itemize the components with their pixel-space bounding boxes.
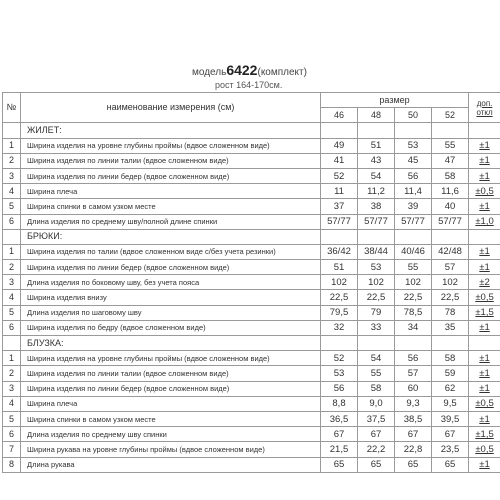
measurement-value: 36,5 — [321, 411, 358, 426]
model-prefix: модель — [192, 67, 227, 78]
measurement-value: 39,5 — [432, 411, 469, 426]
measurement-name: Ширина изделия внизу — [21, 290, 321, 305]
measurement-value: 59 — [432, 366, 469, 381]
measurement-value: 22,2 — [358, 442, 395, 457]
section-empty-cell — [469, 229, 500, 244]
measurement-name: Ширина плеча — [21, 184, 321, 199]
model-number: 6422 — [226, 62, 258, 78]
row-number: 6 — [3, 427, 21, 442]
tolerance-value: ±1,0 — [469, 214, 500, 229]
section-title: БРЮКИ: — [21, 229, 321, 244]
section-empty-cell — [395, 229, 432, 244]
col-header-name: наименование измерения (см) — [21, 93, 321, 123]
tolerance-value: ±1 — [469, 138, 500, 153]
measurement-value: 53 — [395, 138, 432, 153]
measurement-value: 57/77 — [321, 214, 358, 229]
section-empty-cell — [432, 123, 469, 138]
measurement-value: 54 — [358, 168, 395, 183]
measurement-value: 57/77 — [395, 214, 432, 229]
measurement-value: 41 — [321, 153, 358, 168]
tolerance-value: ±1,5 — [469, 427, 500, 442]
measurement-value: 78 — [432, 305, 469, 320]
row-number: 2 — [3, 260, 21, 275]
measurement-value: 51 — [321, 260, 358, 275]
measurement-name: Длина изделия по среднему шву/полной длине спинки — [21, 214, 321, 229]
measurement-value: 57 — [395, 366, 432, 381]
measurement-value: 11,2 — [358, 184, 395, 199]
section-empty-cell — [321, 336, 358, 351]
measurement-name: Ширина изделия по линии бедер (вдвое сложенном виде) — [21, 260, 321, 275]
row-number: 3 — [3, 275, 21, 290]
row-number: 6 — [3, 214, 21, 229]
measurement-value: 55 — [432, 138, 469, 153]
measurement-value: 49 — [321, 138, 358, 153]
col-header-tolerance — [469, 93, 500, 123]
measurement-value: 55 — [395, 260, 432, 275]
section-row — [3, 229, 500, 244]
measurement-value: 57 — [432, 260, 469, 275]
table-row — [3, 411, 500, 426]
measurement-name: Ширина спинки в самом узком месте — [21, 199, 321, 214]
measurement-value: 37 — [321, 199, 358, 214]
measurement-name: Ширина рукава на уровне глубины проймы (вдвое сложенном виде) — [21, 442, 321, 457]
tolerance-value: ±2 — [469, 275, 500, 290]
measurement-value: 9,0 — [358, 396, 395, 411]
section-empty-cell — [321, 229, 358, 244]
section-no-cell — [3, 123, 21, 138]
measurement-value: 60 — [395, 381, 432, 396]
table-row — [3, 381, 500, 396]
table-row — [3, 153, 500, 168]
measurement-value: 79 — [358, 305, 395, 320]
measurement-value: 22,5 — [358, 290, 395, 305]
measurement-value: 65 — [432, 457, 469, 472]
measurement-value: 11,4 — [395, 184, 432, 199]
measurement-value: 34 — [395, 320, 432, 335]
measurement-value: 22,5 — [432, 290, 469, 305]
row-number: 5 — [3, 199, 21, 214]
measurement-name: Ширина изделия по линии бедер (вдвое сложенном виде) — [21, 381, 321, 396]
measurement-value: 57/77 — [432, 214, 469, 229]
measurement-value: 40 — [432, 199, 469, 214]
measurement-value: 65 — [358, 457, 395, 472]
tolerance-value: ±1 — [469, 260, 500, 275]
measurement-value: 78,5 — [395, 305, 432, 320]
measurement-value: 40/46 — [395, 244, 432, 259]
measurement-value: 67 — [432, 427, 469, 442]
measurement-name: Ширина плеча — [21, 396, 321, 411]
measurement-value: 36/42 — [321, 244, 358, 259]
measurement-value: 58 — [432, 168, 469, 183]
table-row — [3, 457, 500, 472]
measurement-name: Длина рукава — [21, 457, 321, 472]
measurement-value: 102 — [358, 275, 395, 290]
row-number: 8 — [3, 457, 21, 472]
measurement-value: 56 — [321, 381, 358, 396]
measurement-value: 11 — [321, 184, 358, 199]
row-number: 2 — [3, 153, 21, 168]
size-header: 48 — [358, 108, 395, 123]
model-suffix: (комплект) — [257, 67, 307, 78]
table-row — [3, 275, 500, 290]
size-chart-table — [2, 92, 500, 473]
measurement-value: 52 — [321, 351, 358, 366]
measurement-value: 47 — [432, 153, 469, 168]
section-no-cell — [3, 336, 21, 351]
measurement-value: 37,5 — [358, 411, 395, 426]
tolerance-value: ±1,5 — [469, 305, 500, 320]
tolerance-value: ±1 — [469, 244, 500, 259]
table-row — [3, 396, 500, 411]
table-row — [3, 305, 500, 320]
measurement-value: 102 — [432, 275, 469, 290]
table-row — [3, 138, 500, 153]
measurement-value: 11,6 — [432, 184, 469, 199]
measurement-value: 67 — [358, 427, 395, 442]
measurement-name: Длина изделия по среднему шву спинки — [21, 427, 321, 442]
tolerance-value: ±0,5 — [469, 184, 500, 199]
tolerance-value: ±0,5 — [469, 396, 500, 411]
measurement-name: Ширина изделия по талии (вдвое сложенном виде с/без учета резинки) — [21, 244, 321, 259]
measurement-value: 39 — [395, 199, 432, 214]
table-body — [3, 123, 500, 472]
measurement-name: Ширина изделия на уровне глубины проймы (вдвое сложенном виде) — [21, 138, 321, 153]
tolerance-value: ±1 — [469, 351, 500, 366]
tolerance-line1: доп. — [476, 98, 493, 108]
row-number: 3 — [3, 381, 21, 396]
row-number: 4 — [3, 290, 21, 305]
measurement-value: 22,8 — [395, 442, 432, 457]
table-row — [3, 244, 500, 259]
measurement-value: 65 — [395, 457, 432, 472]
row-number: 7 — [3, 442, 21, 457]
tolerance-value: ±1 — [469, 199, 500, 214]
measurement-value: 38/44 — [358, 244, 395, 259]
section-row — [3, 336, 500, 351]
table-row — [3, 214, 500, 229]
section-empty-cell — [469, 336, 500, 351]
tolerance-value: ±0,5 — [469, 290, 500, 305]
tolerance-value: ±1 — [469, 411, 500, 426]
size-header: 52 — [432, 108, 469, 123]
measurement-value: 35 — [432, 320, 469, 335]
table-row — [3, 168, 500, 183]
measurement-value: 38 — [358, 199, 395, 214]
measurement-value: 9,3 — [395, 396, 432, 411]
measurement-value: 53 — [358, 260, 395, 275]
size-header: 46 — [321, 108, 358, 123]
measurement-name: Ширина изделия по бедру (вдвое сложенном виде) — [21, 320, 321, 335]
row-number: 1 — [3, 351, 21, 366]
measurement-value: 22,5 — [395, 290, 432, 305]
measurement-value: 102 — [395, 275, 432, 290]
col-header-size: размер — [321, 93, 469, 108]
table-header-row — [3, 93, 500, 108]
section-empty-cell — [432, 336, 469, 351]
section-empty-cell — [469, 123, 500, 138]
measurement-value: 32 — [321, 320, 358, 335]
measurement-name: Ширина изделия по линии талии (вдвое сложенном виде) — [21, 153, 321, 168]
tolerance-value: ±1 — [469, 168, 500, 183]
measurement-value: 8,8 — [321, 396, 358, 411]
measurement-value: 54 — [358, 351, 395, 366]
table-row — [3, 320, 500, 335]
measurement-value: 45 — [395, 153, 432, 168]
measurement-value: 53 — [321, 366, 358, 381]
measurement-name: Ширина спинки в самом узком месте — [21, 411, 321, 426]
model-title — [192, 62, 307, 78]
measurement-name: Длина изделия по шаговому шву — [21, 305, 321, 320]
section-empty-cell — [432, 229, 469, 244]
section-empty-cell — [395, 336, 432, 351]
measurement-value: 52 — [321, 168, 358, 183]
section-row — [3, 123, 500, 138]
measurement-value: 57/77 — [358, 214, 395, 229]
tolerance-value: ±1 — [469, 381, 500, 396]
table-row — [3, 290, 500, 305]
tolerance-value: ±1 — [469, 153, 500, 168]
table-row — [3, 442, 500, 457]
row-number: 2 — [3, 366, 21, 381]
measurement-name: Длина изделия по боковому шву, без учета пояса — [21, 275, 321, 290]
tolerance-value: ±0,5 — [469, 442, 500, 457]
table-row — [3, 351, 500, 366]
measurement-name: Ширина изделия по линии бедер (вдвое сложенном виде) — [21, 168, 321, 183]
measurement-value: 9,5 — [432, 396, 469, 411]
measurement-value: 21,5 — [321, 442, 358, 457]
section-title: ЖИЛЕТ: — [21, 123, 321, 138]
section-no-cell — [3, 229, 21, 244]
measurement-value: 62 — [432, 381, 469, 396]
tolerance-value: ±1 — [469, 366, 500, 381]
table-row — [3, 366, 500, 381]
section-empty-cell — [395, 123, 432, 138]
measurement-value: 55 — [358, 366, 395, 381]
col-header-no: № — [3, 93, 21, 123]
height-range: рост 164-170см. — [215, 80, 283, 90]
measurement-value: 43 — [358, 153, 395, 168]
section-empty-cell — [321, 123, 358, 138]
section-empty-cell — [358, 123, 395, 138]
tolerance-line2: откл — [476, 107, 493, 117]
measurement-value: 23,5 — [432, 442, 469, 457]
measurement-value: 56 — [395, 168, 432, 183]
section-title: БЛУЗКА: — [21, 336, 321, 351]
row-number: 3 — [3, 168, 21, 183]
measurement-value: 38,5 — [395, 411, 432, 426]
tolerance-value: ±1 — [469, 457, 500, 472]
section-empty-cell — [358, 229, 395, 244]
measurement-name: Ширина изделия на уровне глубины проймы (вдвое сложенном виде) — [21, 351, 321, 366]
table-row — [3, 199, 500, 214]
measurement-value: 58 — [358, 381, 395, 396]
measurement-value: 67 — [321, 427, 358, 442]
measurement-value: 67 — [395, 427, 432, 442]
row-number: 6 — [3, 320, 21, 335]
table-row — [3, 260, 500, 275]
measurement-value: 65 — [321, 457, 358, 472]
table-row — [3, 184, 500, 199]
measurement-value: 56 — [395, 351, 432, 366]
row-number: 4 — [3, 184, 21, 199]
measurement-value: 58 — [432, 351, 469, 366]
row-number: 4 — [3, 396, 21, 411]
row-number: 5 — [3, 305, 21, 320]
measurement-name: Ширина изделия по линии талии (вдвое сложенном виде) — [21, 366, 321, 381]
page-header — [0, 0, 500, 92]
measurement-value: 33 — [358, 320, 395, 335]
measurement-value: 79,5 — [321, 305, 358, 320]
measurement-value: 102 — [321, 275, 358, 290]
table-row — [3, 427, 500, 442]
row-number: 1 — [3, 244, 21, 259]
measurement-value: 22,5 — [321, 290, 358, 305]
section-empty-cell — [358, 336, 395, 351]
measurement-value: 42/48 — [432, 244, 469, 259]
tolerance-value: ±1 — [469, 320, 500, 335]
row-number: 5 — [3, 411, 21, 426]
measurement-value: 51 — [358, 138, 395, 153]
size-header: 50 — [395, 108, 432, 123]
row-number: 1 — [3, 138, 21, 153]
